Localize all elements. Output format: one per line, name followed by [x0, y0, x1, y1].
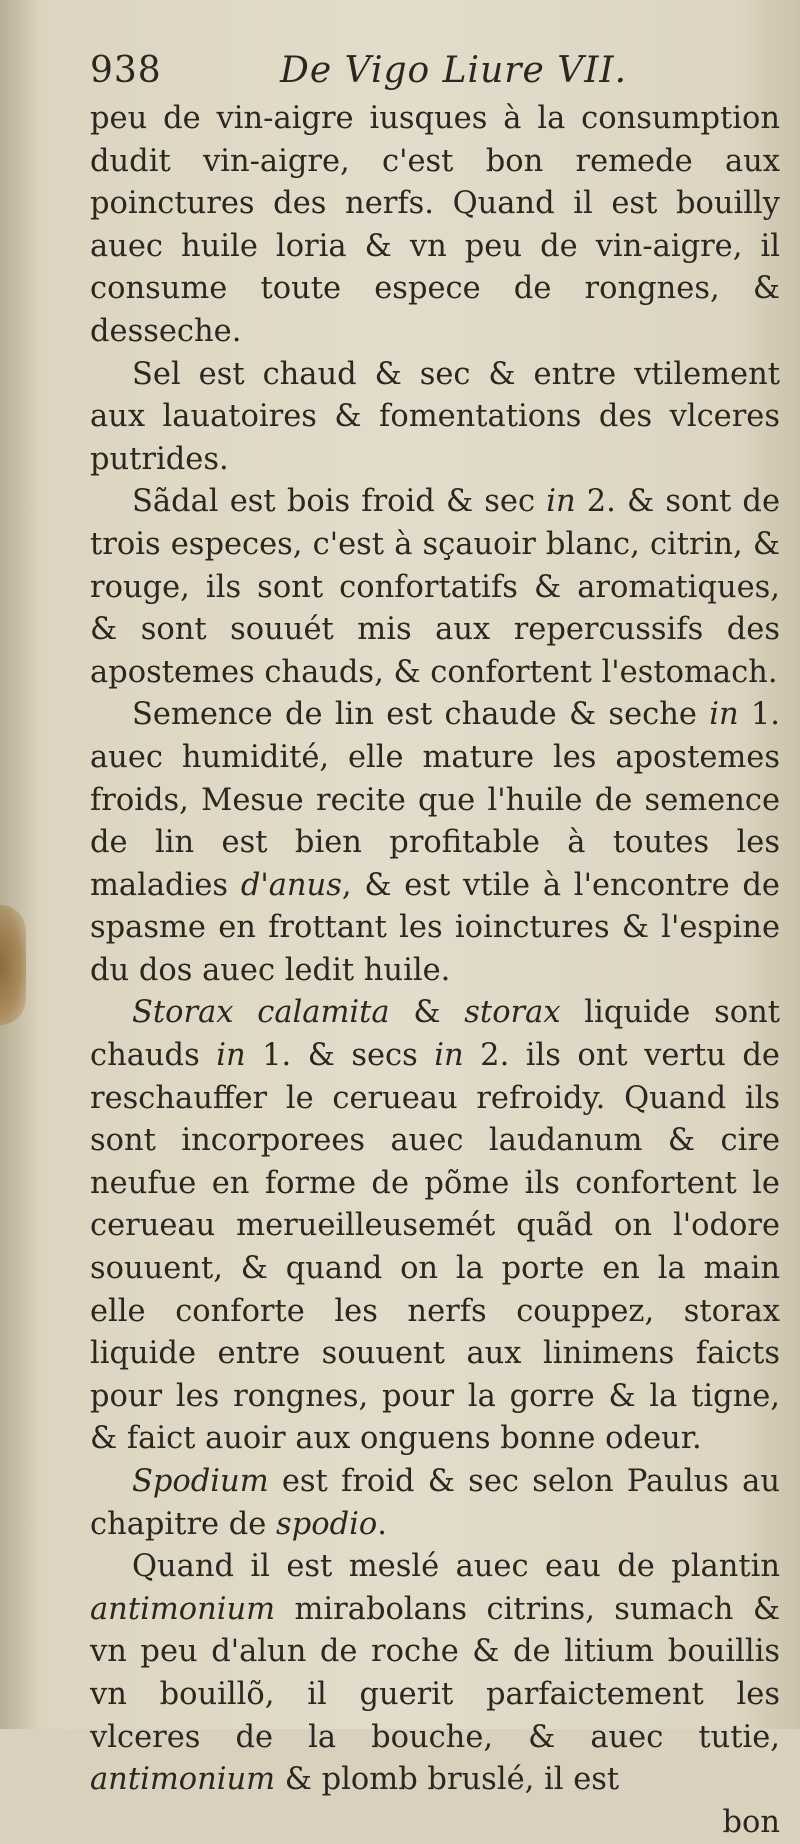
text-run: est froid & sec selon Paulus au chapitre de	[90, 1464, 780, 1542]
paragraph-5	[90, 1461, 780, 1546]
italic-run: in	[216, 1038, 246, 1074]
text-run: &	[389, 995, 465, 1031]
italic-run: Spodium	[132, 1464, 269, 1499]
italic-run: spodio	[276, 1506, 378, 1542]
italic-run: in	[546, 484, 576, 520]
paragraph-1	[90, 354, 780, 482]
italic-run: antimonium	[90, 1762, 276, 1798]
page-header	[90, 50, 730, 102]
text-run: Sãdal est bois froid & sec	[132, 484, 547, 520]
text-run: , & est vtile à l'encontre de spasme en frottant les ioinctures & l'espine du dos auec ledit huile.	[90, 867, 780, 988]
text-run: Quand il est meslé auec eau de plantin	[132, 1549, 780, 1585]
text-run: 2. & sont de trois especes, c'est à sçauoir blanc, citrin, & rouge, ils sont confortatifs & aromatiques, & sont souuét mis aux repercussifs des apostemes chauds, & confortent l'estomach.	[90, 484, 780, 690]
text-run: Semence de lin est chaude & seche	[132, 697, 710, 733]
text-run: peu de vin-aigre iusques à la consumption dudit vin-aigre, c'est bon remede aux poinctures des nerfs. Quand il est bouilly auec huile loria & vn peu de vin-aigre, il consume toute espece de rongnes, & desseche.	[90, 101, 780, 349]
text-run: liquide sont chauds	[90, 995, 780, 1074]
italic-run: in	[709, 697, 739, 733]
text-run: 1. & secs	[245, 1038, 435, 1074]
margin-stain	[0, 905, 26, 1025]
text-run: 1. auec humidité, elle mature les apostemes froids, Mesue recite que l'huile de semence de lin est bien profitable à toutes les maladies	[90, 697, 781, 903]
body-text	[90, 98, 780, 1844]
paragraph-2	[90, 481, 780, 694]
paragraph-3	[90, 694, 780, 992]
italic-run: storax	[464, 995, 561, 1031]
catchword: bon	[722, 1804, 780, 1840]
italic-run: in	[434, 1038, 464, 1074]
italic-run: d'anus	[240, 867, 342, 903]
text-run: Sel est chaud & sec & entre vtilement aux lauatoires & fomentations des vlceres putrides.	[90, 356, 780, 477]
text-run: .	[377, 1506, 387, 1542]
gutter-shadow	[0, 0, 38, 1729]
text-run: 2. ils ont vertu de reschauffer le cerueau refroidy. Quand ils sont incorporees auec laudanum & cire neufue en forme de põme ils confortent le cerueau merueilleusemét quãd on l'odore souuent, & quand on la porte en la main elle conforte les nerfs couppez, storax liquide entre souuent aux linimens faicts pour les rongnes, pour la gorre & la tigne, & faict auoir aux onguens bonne odeur.	[90, 1038, 780, 1457]
paragraph-4	[90, 992, 780, 1461]
running-head: De Vigo Liure VII.	[280, 50, 628, 91]
text-run: mirabolans citrins, sumach & vn peu d'alun de roche & de litium bouillis vn bouillõ, il guerit parfaictement les vlceres de la bouche, & auec tutie,	[90, 1591, 780, 1755]
text-run: & plomb bruslé, il est	[275, 1762, 620, 1798]
italic-run: Storax calamita	[132, 995, 390, 1031]
italic-run: antimonium	[90, 1591, 276, 1627]
folio-number: 938	[90, 50, 162, 91]
paragraph-0	[90, 98, 780, 354]
paragraph-6	[90, 1546, 780, 1802]
